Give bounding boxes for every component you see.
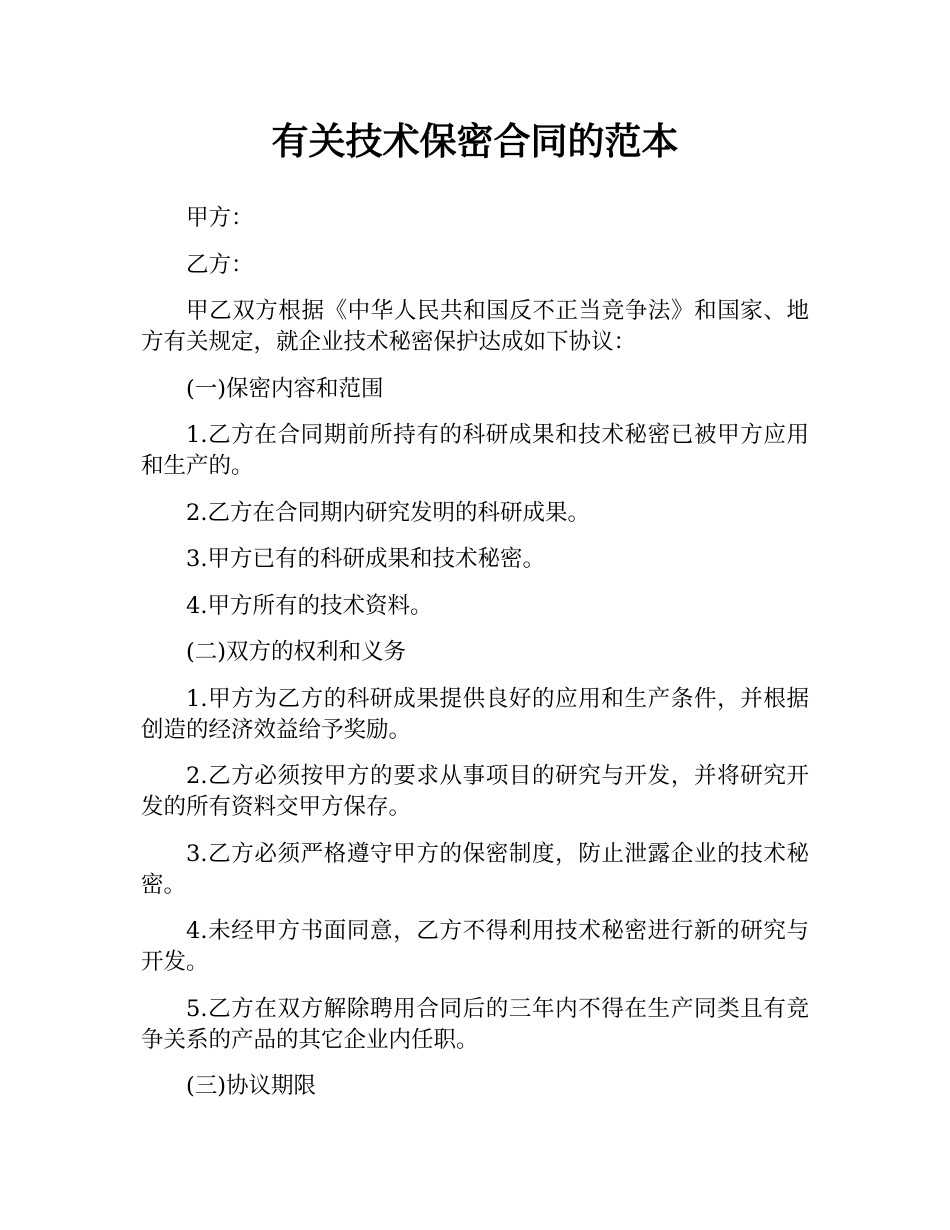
section-heading-3: (三)协议期限 <box>186 1073 317 1099</box>
clause-2-5: 5.乙方在双方解除聘用合同后的三年内不得在生产同类且有竞争关系的产品的其它企业内任职。 <box>141 995 809 1053</box>
clause-2-3: 3.乙方必须严格遵守甲方的保密制度，防止泄露企业的技术秘密。 <box>141 840 809 898</box>
clause-2-2: 2.乙方必须按甲方的要求从事项目的研究与开发，并将研究开发的所有资料交甲方保存。 <box>141 763 809 820</box>
clause-2-1: 1.甲方为乙方的科研成果提供良好的应用和生产条件，并根据创造的经济效益给予奖励。 <box>141 685 809 743</box>
clause-1-2: 2.乙方在合同期内研究发明的科研成果。 <box>186 499 590 526</box>
document-body <box>141 203 809 1118</box>
document-title: 有关技术保密合同的范本 <box>271 120 679 163</box>
section-heading-2: (二)双方的权利和义务 <box>186 639 407 665</box>
preamble-paragraph: 甲乙双方根据《中华人民共和国反不正当竞争法》和国家、地方有关规定，就企业技术秘密保护达成如下协议： <box>141 298 809 355</box>
party-b-line: 乙方： <box>186 251 254 278</box>
clause-1-4: 4.甲方所有的技术资料。 <box>186 592 433 619</box>
section-heading-1: (一)保密内容和范围 <box>186 375 384 402</box>
party-a-line: 甲方： <box>186 205 254 231</box>
clause-1-1: 1.乙方在合同期前所持有的科研成果和技术秘密已被甲方应用和生产的。 <box>141 422 809 479</box>
clause-1-3: 3.甲方已有的科研成果和技术秘密。 <box>186 546 545 572</box>
clause-2-4: 4.未经甲方书面同意，乙方不得利用技术秘密进行新的研究与开发。 <box>141 918 809 975</box>
